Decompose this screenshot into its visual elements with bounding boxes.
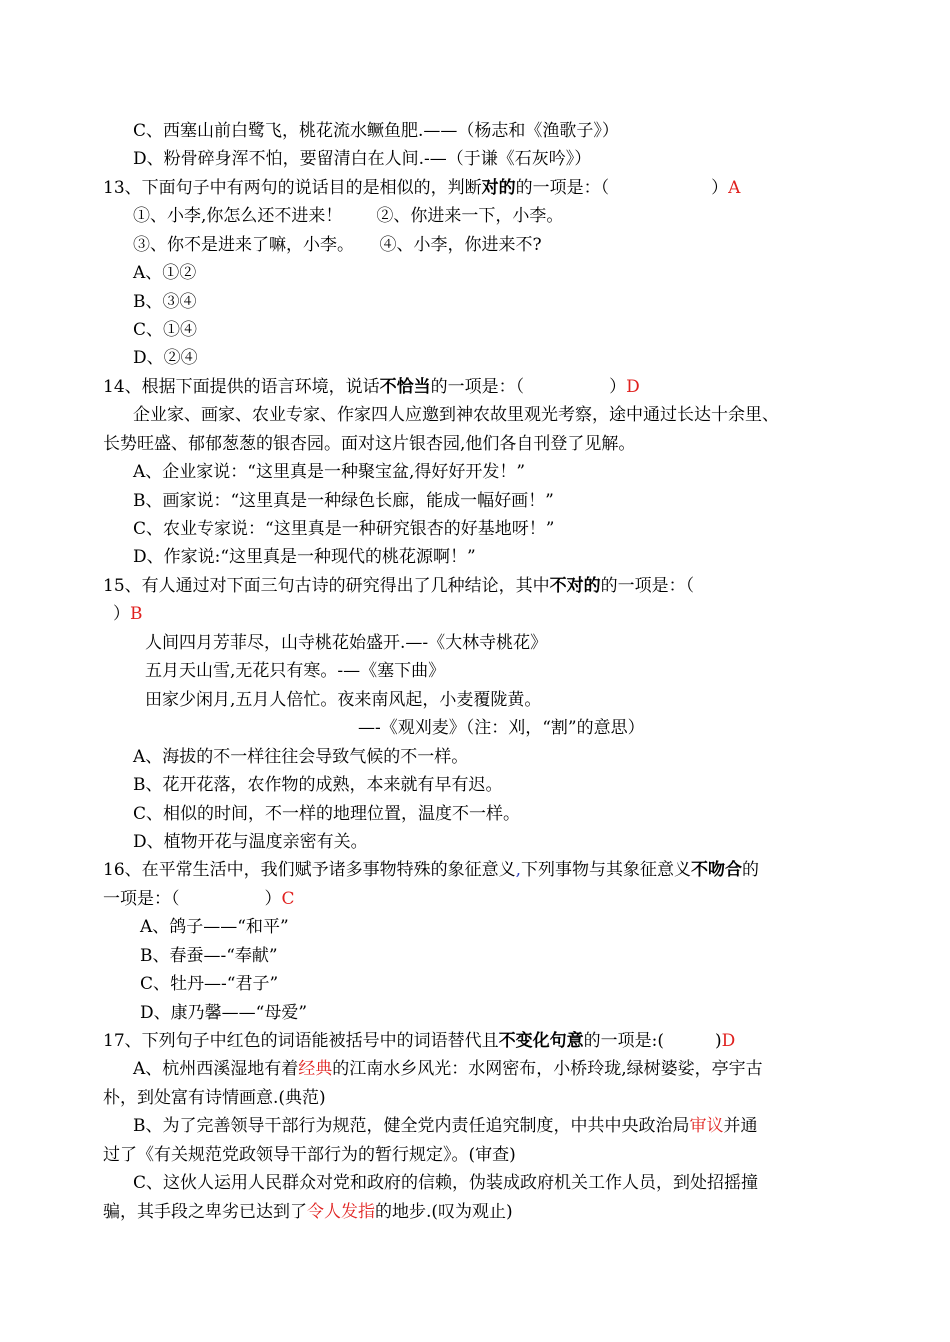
q17-option-c-text: 骗，其手段之卑劣已达到了	[103, 1202, 307, 1222]
q15-option-b: B、花开花落，农作物的成熟，本来就有早有迟。	[133, 775, 503, 795]
q13-stem	[103, 177, 740, 199]
q15-poem-1: 人间四月芳菲尽，山寺桃花始盛开.—-《大林寺桃花》	[145, 633, 548, 653]
q14-keyword: 不恰当	[379, 377, 431, 397]
q16-stem	[103, 859, 759, 881]
q12-option-d: D、粉骨碎身浑不怕，要留清白在人间.-—（于谦《石灰吟》）	[133, 149, 592, 169]
q13-stem-text-2: 的一项是：（ ）	[515, 178, 729, 198]
q16-option-d: D、康乃馨——“母爱”	[140, 1003, 308, 1023]
q13-option-c: C、①④	[133, 320, 198, 340]
q14-option-d: D、作家说:“这里真是一种现代的桃花源啊！”	[133, 547, 476, 567]
q13-answer: A	[728, 178, 741, 198]
q17-option-a-line-2: 朴，到处富有诗情画意.(典范)	[103, 1088, 326, 1108]
q17-stem-text: 17、下列句子中红色的词语能被括号中的词语替代且	[103, 1031, 499, 1051]
q16-stem-text: 16、在平常生活中，我们赋予诸多事物特殊的象征意义	[103, 860, 516, 880]
q15-stem-text-2: 的一项是：（	[600, 576, 695, 596]
q17-stem-text-2: 的一项是:( )	[583, 1031, 722, 1051]
q13-stem-text: 13、下面句子中有两句的说话目的是相似的，判断	[103, 178, 482, 198]
q17-stem	[103, 1030, 735, 1052]
q14-stem-text-2: 的一项是：（ ）	[430, 377, 627, 397]
q14-stem	[103, 376, 640, 398]
q15-poem-3-source: —-《观刈麦》（注：刈，“割”的意思）	[358, 718, 645, 738]
q13-keyword: 对的	[481, 178, 516, 198]
q13-option-a: A、①②	[133, 263, 197, 283]
q14-option-a: A、企业家说：“这里真是一种聚宝盆,得好好开发！”	[133, 462, 526, 482]
q13-option-d: D、②④	[133, 348, 198, 368]
q15-answer: B	[130, 604, 143, 624]
q17-option-b-text-2: 并通	[723, 1116, 758, 1136]
q13-option-b: B、③④	[133, 292, 197, 312]
q13-sentences-2: ③、你不是进来了嘛，小李。 ④、小李，你进来不?	[133, 235, 542, 255]
q15-option-c: C、相似的时间，不一样的地理位置，温度不一样。	[133, 804, 521, 824]
q17-option-a-highlight: 经典	[298, 1059, 333, 1079]
q17-option-b-text: B、为了完善领导干部行为规范，健全党内责任追究制度，中共中央政治局	[133, 1116, 690, 1136]
q17-option-b-line-2: 过了《有关规范党政领导干部行为的暂行规定》。(审查)	[103, 1145, 516, 1165]
q17-option-c-line-2	[103, 1201, 513, 1223]
q16-stem-text-3: 的	[742, 860, 760, 880]
q15-poem-3: 田家少闲月,五月人倍忙。夜来南风起，小麦覆陇黄。	[145, 690, 542, 710]
q14-option-c: C、农业专家说：“这里真是一种研究银杏的好基地呀！”	[133, 519, 555, 539]
q17-answer: D	[721, 1031, 736, 1051]
q16-stem-text-4: 一项是：（ ）	[103, 889, 282, 909]
q16-option-a: A、鸽子——“和平”	[140, 917, 289, 937]
q14-passage-1: 企业家、画家、农业专家、作家四人应邀到神农故里观光考察，途中通过长达十余里、	[133, 405, 779, 425]
q17-option-a-text: A、杭州西溪湿地有着	[133, 1059, 299, 1079]
q15-stem-line-2	[113, 603, 143, 625]
q15-option-d: D、植物开花与温度亲密有关。	[133, 832, 368, 852]
q16-stem-text-2: 下列事物与其象征意义	[521, 860, 692, 880]
q17-option-c-line-1: C、这伙人运用人民群众对党和政府的信赖，伪装成政府机关工作人员，到处招摇撞	[133, 1173, 759, 1193]
q17-keyword: 不变化句意	[498, 1031, 584, 1051]
q16-keyword: 不吻合	[691, 860, 743, 880]
q17-option-c-text-2: 的地步.(叹为观止)	[375, 1202, 513, 1222]
q17-option-b-highlight: 审议	[689, 1116, 724, 1136]
q15-stem-text: 15、有人通过对下面三句古诗的研究得出了几种结论，其中	[103, 576, 550, 596]
q14-passage-2: 长势旺盛、郁郁葱葱的银杏园。面对这片银杏园,他们各自刊登了见解。	[103, 434, 636, 454]
q15-stem	[103, 575, 694, 597]
q12-option-c: C、西塞山前白鹭飞，桃花流水鳜鱼肥.——（杨志和《渔歌子》）	[133, 121, 619, 141]
q16-stem-line-2	[103, 888, 295, 910]
q15-keyword: 不对的	[549, 576, 601, 596]
q17-option-c-highlight: 令人发指	[307, 1202, 375, 1222]
q15-stem-close: ）	[113, 604, 130, 624]
q16-answer: C	[281, 889, 295, 909]
q17-option-b-line-1	[133, 1115, 758, 1137]
q14-option-b: B、画家说：“这里真是一种绿色长廊，能成一幅好画！”	[133, 491, 554, 511]
q16-option-c: C、牡丹—-“君子”	[140, 974, 279, 994]
q15-poem-2: 五月天山雪,无花只有寒。-—《塞下曲》	[145, 661, 446, 681]
q17-option-a-line-1	[133, 1058, 763, 1080]
q15-option-a: A、海拔的不一样往往会导致气候的不一样。	[133, 747, 469, 767]
q17-option-a-text-2: 的江南水乡风光：水网密布，小桥玲珑,绿树婆娑，亭宇古	[332, 1059, 763, 1079]
q16-stem-comma: ,	[515, 860, 522, 880]
q14-stem-text: 14、根据下面提供的语言环境，说话	[103, 377, 380, 397]
q14-answer: D	[626, 377, 640, 397]
q16-option-b: B、春蚕—-“奉献”	[140, 946, 278, 966]
q13-sentences-1: ①、小李,你怎么还不进来！ ②、你进来一下，小李。	[133, 206, 564, 226]
